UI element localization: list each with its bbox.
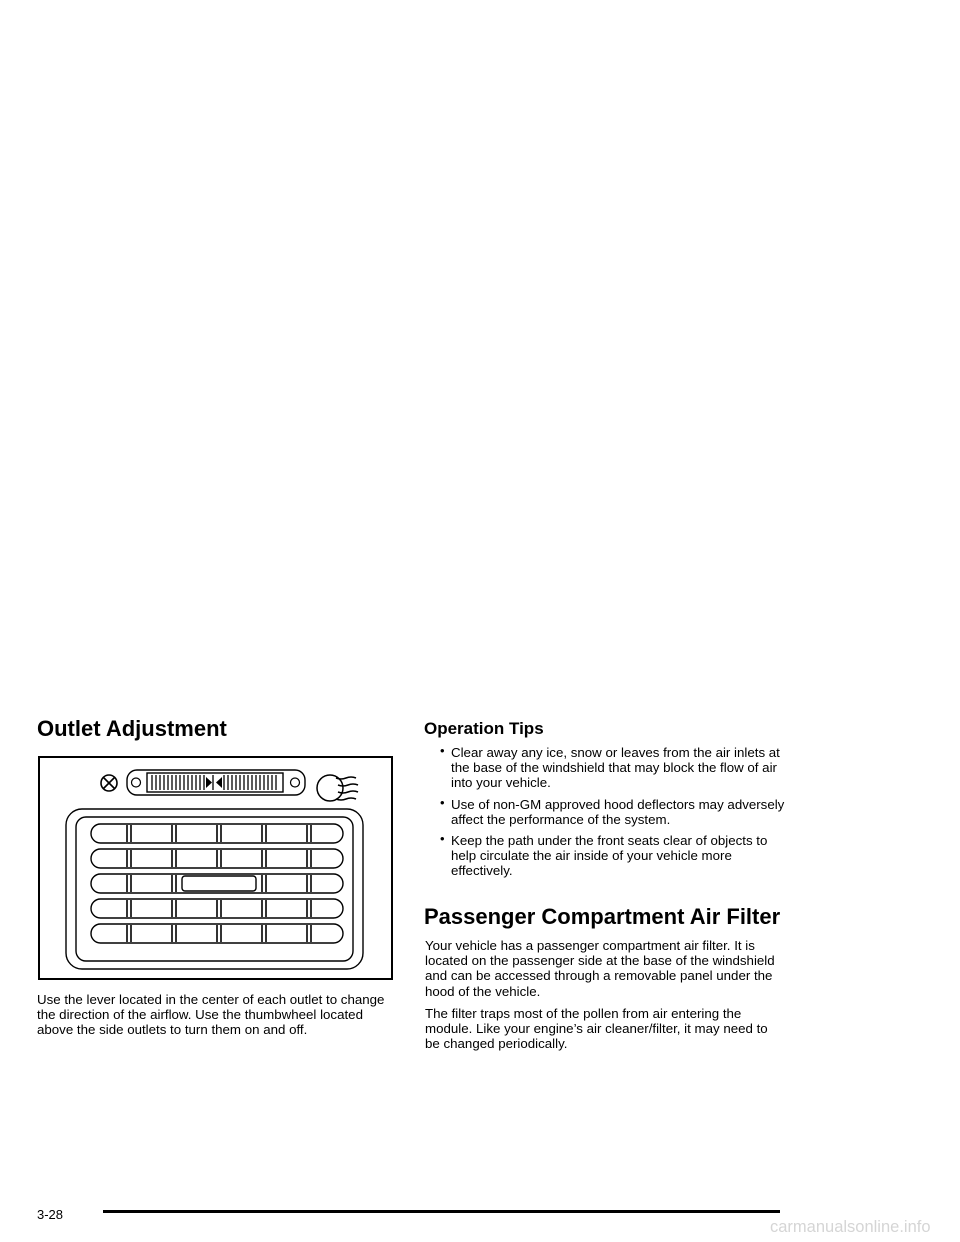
air-outlet-illustration [38, 756, 393, 980]
section-heading-outlet-adjustment: Outlet Adjustment [37, 716, 227, 741]
operation-tips-list [426, 745, 786, 885]
list-item: • Keep the path under the front seats clear of objects to help circulate the air inside of your vehicle more effectively. [440, 831, 768, 879]
bullet-icon: • [440, 831, 445, 847]
section-heading-operation-tips: Operation Tips [424, 719, 544, 738]
section-heading-air-filter: Passenger Compartment Air Filter [424, 904, 781, 929]
footer-divider [103, 1210, 780, 1213]
list-item: • Use of non-GM approved hood deflectors may adversely affect the performance of the system. [440, 794, 785, 827]
outlet-caption: Use the lever located in the center of each outlet to change the direction of the airflow. Use the thumbwheel located above the side outlets to turn them on and off. [37, 992, 385, 1038]
watermark: carmanualsonline.info [770, 1218, 931, 1236]
air-filter-paragraph-2: The filter traps most of the pollen from air entering the module. Like your engine’s air cleaner/filter, it may need to be changed periodically. [425, 1006, 768, 1052]
air-filter-paragraph-1: Your vehicle has a passenger compartment air filter. It is located on the passenger side at the base of the windshield and can be accessed through a removable panel under the hood of the vehicle. [425, 938, 775, 999]
bullet-icon: • [440, 743, 445, 758]
bullet-icon: • [440, 794, 445, 810]
direction-lever [182, 876, 256, 891]
page-number: 3-28 [37, 1207, 64, 1222]
list-item: • Clear away any ice, snow or leaves from the air inlets at the base of the windshield that may block the flow of air into your vehicle. [440, 743, 780, 791]
